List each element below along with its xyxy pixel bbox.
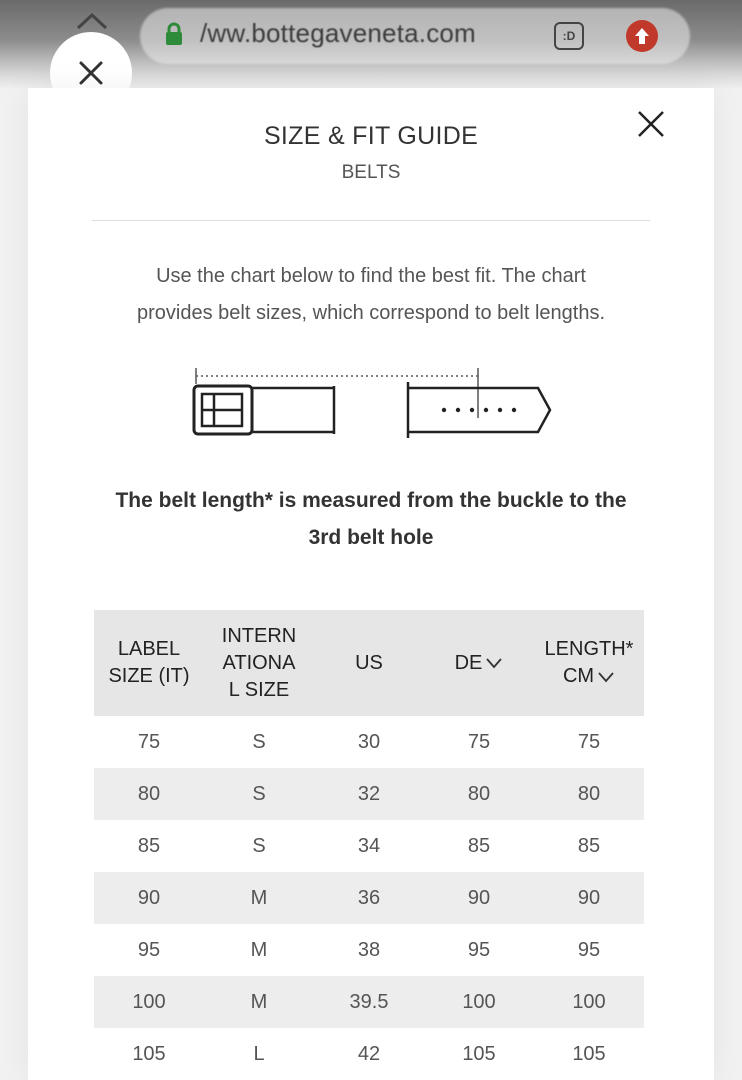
table-row: [94, 924, 644, 976]
international-size-header: [204, 623, 314, 704]
table-cell: 75: [137, 730, 161, 753]
table-cell: M: [250, 886, 268, 909]
header-text: L SIZE: [228, 678, 290, 701]
table-cell: 95: [137, 938, 161, 961]
table-cell: 85: [467, 834, 491, 857]
table-cell: 95: [467, 938, 491, 961]
table-cell: 100: [572, 990, 606, 1013]
chevron-down-icon[interactable]: [485, 657, 503, 669]
lock-icon: [164, 22, 184, 46]
table-cell: 42: [357, 1042, 381, 1065]
header-text: INTERN: [221, 624, 297, 647]
table-cell: 80: [467, 782, 491, 805]
tabs-switcher-icon[interactable]: :D: [554, 22, 584, 50]
table-cell: 36: [357, 886, 381, 909]
header-text: SIZE (IT): [108, 665, 190, 687]
size-chart-table: [94, 610, 644, 1080]
table-cell: 85: [577, 834, 601, 857]
chevron-down-icon[interactable]: [597, 671, 615, 683]
table-cell: 105: [462, 1042, 496, 1065]
label-size-header: [94, 636, 204, 690]
modal-title: SIZE & FIT GUIDE: [263, 122, 479, 150]
length-cm-header[interactable]: [534, 636, 644, 690]
table-row: [94, 976, 644, 1028]
table-cell: 30: [357, 730, 381, 753]
close-icon: [78, 60, 104, 86]
size-guide-modal: [28, 88, 714, 1080]
header-text: LABEL: [117, 638, 181, 660]
table-cell: M: [250, 990, 268, 1013]
table-cell: 38: [357, 938, 381, 961]
table-row: [94, 1028, 644, 1080]
table-cell: 80: [577, 782, 601, 805]
table-cell: 105: [132, 1042, 166, 1065]
note-line-2: 3rd belt hole: [308, 526, 434, 549]
modal-subtitle: BELTS: [341, 162, 401, 183]
intro-text: [88, 258, 654, 332]
table-row: [94, 820, 644, 872]
belt-diagram-icon: [188, 358, 558, 448]
table-body: [94, 716, 644, 1080]
table-cell: 80: [137, 782, 161, 805]
header-text: ATIONA: [222, 651, 296, 674]
table-header-row: [94, 610, 644, 716]
table-cell: 90: [577, 886, 601, 909]
header-text: US: [355, 651, 383, 674]
divider: [92, 220, 650, 221]
intro-line-2: provides belt sizes, which correspond to belt lengths.: [136, 302, 606, 324]
table-cell: S: [252, 834, 266, 857]
table-row: [94, 872, 644, 924]
table-cell: S: [252, 730, 266, 753]
measurement-note: [78, 482, 664, 556]
table-cell: 90: [467, 886, 491, 909]
table-cell: 34: [357, 834, 381, 857]
table-cell: S: [252, 782, 266, 805]
table-cell: 100: [132, 990, 166, 1013]
table-cell: 75: [467, 730, 491, 753]
table-row: [94, 716, 644, 768]
us-header: [314, 650, 424, 677]
table-cell: 32: [357, 782, 381, 805]
update-icon[interactable]: [625, 19, 659, 53]
table-cell: 75: [577, 730, 601, 753]
header-text: DE: [455, 650, 504, 677]
intro-line-1: Use the chart below to find the best fit. The chart: [156, 265, 586, 287]
table-cell: 90: [137, 886, 161, 909]
header-text: CM: [545, 663, 634, 690]
header-text: LENGTH*: [544, 638, 634, 660]
url-text[interactable]: /ww.bottegaveneta.com: [200, 18, 476, 48]
table-row: [94, 768, 644, 820]
table-cell: 100: [462, 990, 496, 1013]
table-cell: 105: [572, 1042, 606, 1065]
table-cell: M: [250, 938, 268, 961]
note-line-1: The belt length* is measured from the buckle to the: [115, 489, 627, 512]
table-cell: L: [253, 1042, 265, 1065]
table-cell: 85: [137, 834, 161, 857]
table-cell: 39.5: [349, 990, 389, 1013]
de-header[interactable]: [424, 650, 534, 677]
table-cell: 95: [577, 938, 601, 961]
